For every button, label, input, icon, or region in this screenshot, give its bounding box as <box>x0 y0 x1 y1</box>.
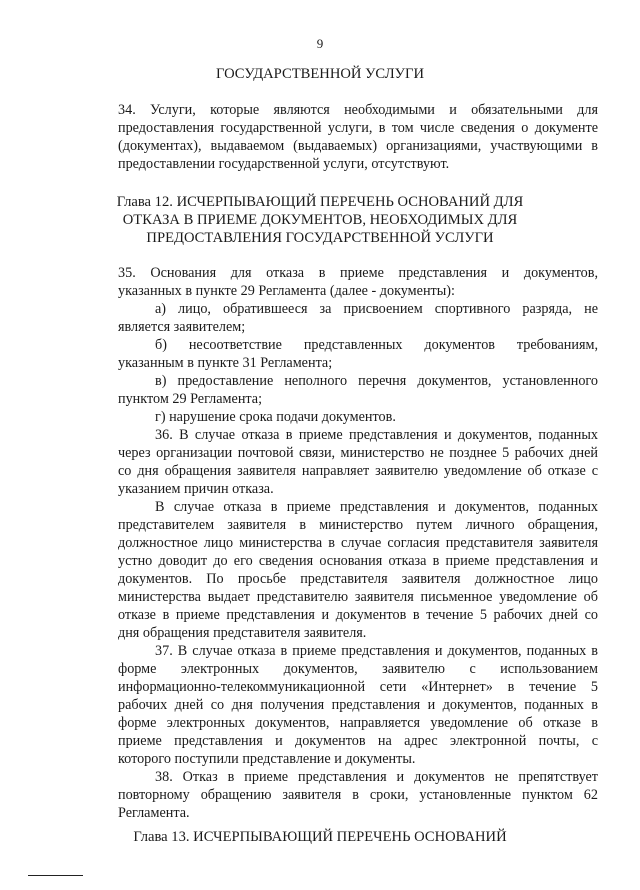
text-line: министерства выдает представителю заявителя письменное уведомление об <box>118 589 598 605</box>
text-line: Регламента. <box>118 805 190 821</box>
text-line: документов. По просьбе представителя заявителя должностное лицо <box>118 571 598 587</box>
text-line: дня обращения представителя заявителя. <box>118 625 367 641</box>
list-item-d: г) нарушение срока подачи документов. <box>155 409 396 425</box>
top-heading: ГОСУДАРСТВЕННОЙ УСЛУГИ <box>216 66 424 82</box>
text-line: должностное лицо министерства в случае согласия представителя заявителя <box>118 535 598 551</box>
text-line: пунктом 29 Регламента; <box>118 391 263 407</box>
text-line: через организации почтовой связи, министерство не позднее 5 рабочих дней <box>118 445 598 461</box>
text-line: информационно-телекоммуникационной сети «Интернет» в течение 5 <box>118 679 598 695</box>
text-line: указанием причин отказа. <box>118 481 274 497</box>
text-line: предоставления государственной услуги, в том числе сведения о документе <box>118 120 598 136</box>
text-line: форме электронных документов, направляется уведомление об отказе в <box>118 715 598 731</box>
list-item-c: в) предоставление неполного перечня документов, установленного <box>155 373 598 389</box>
text-line: 37. В случае отказа в приеме представления и документов, поданных в <box>155 643 598 659</box>
text-line: рабочих дней со дня получения представления и документов, поданных в <box>118 697 598 713</box>
heading-line: Глава 12. ИСЧЕРПЫВАЮЩИЙ ПЕРЕЧЕНЬ ОСНОВАНИЙ ДЛЯ <box>116 194 524 210</box>
text-line: В случае отказа в приеме представления и документов, поданных <box>155 499 598 515</box>
text-line: указанных в пункте 29 Регламента (далее - документы): <box>118 283 455 299</box>
text-line: является заявителем; <box>118 319 246 335</box>
text-line: предоставлении государственной услуги, отсутствуют. <box>118 156 450 172</box>
heading-line: ОТКАЗА В ПРИЕМЕ ДОКУМЕНТОВ, НЕОБХОДИМЫХ ДЛЯ <box>122 212 518 228</box>
text-line: 34. Услуги, которые являются необходимыми и обязательными для <box>118 102 598 118</box>
page-number: 9 <box>316 36 324 51</box>
text-line: представителем заявителя в министерство путем личного обращения, <box>118 517 598 533</box>
text-line: отказе в приеме представления и документов в течение 5 рабочих дней со <box>118 607 598 623</box>
footnote-rule <box>28 875 83 876</box>
text-line: приеме представления и документов на адрес электронной почты, с <box>118 733 598 749</box>
heading-line: ПРЕДОСТАВЛЕНИЯ ГОСУДАРСТВЕННОЙ УСЛУГИ <box>146 230 494 246</box>
text-line: 35. Основания для отказа в приеме представления и документов, <box>118 265 598 281</box>
text-line: (документах), выдаваемом (выдаваемых) организациями, участвующими в <box>118 138 598 154</box>
list-item-b: б) несоответствие представленных документов требованиям, <box>155 337 598 353</box>
text-line: которого поступили представление и документы. <box>118 751 416 767</box>
text-line: со дня обращения заявителя направляет заявителю уведомление об отказе с <box>118 463 598 479</box>
chapter-13-heading: Глава 13. ИСЧЕРПЫВАЮЩИЙ ПЕРЕЧЕНЬ ОСНОВАНИЙ <box>133 829 507 845</box>
text-line: форме электронных документов, заявителю с использованием <box>118 661 598 677</box>
list-item-a: а) лицо, обратившееся за присвоением спортивного разряда, не <box>155 301 598 317</box>
text-line: 36. В случае отказа в приеме представления и документов, поданных <box>155 427 598 443</box>
text-line: повторному обращению заявителя в сроки, установленные пунктом 62 <box>118 787 598 803</box>
text-line: устно доводит до его сведения основания отказа в приеме представления и <box>118 553 598 569</box>
text-line: указанным в пункте 31 Регламента; <box>118 355 333 371</box>
text-line: 38. Отказ в приеме представления и документов не препятствует <box>155 769 598 785</box>
